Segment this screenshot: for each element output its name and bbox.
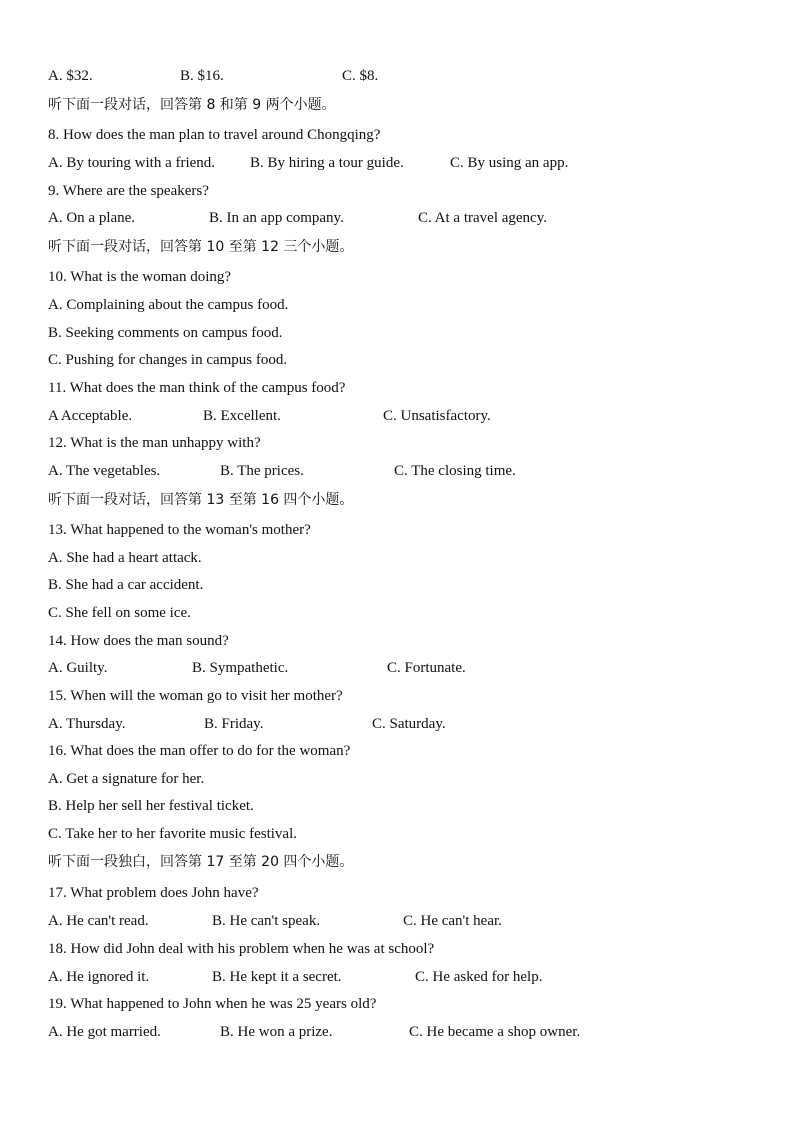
answer-option: A. Get a signature for her. <box>48 771 205 787</box>
answer-option: B. She had a car accident. <box>48 577 204 593</box>
option-b: B. Excellent. <box>203 408 281 424</box>
option-b: B. $16. <box>180 68 224 84</box>
option-c: C. He became a shop owner. <box>409 1024 581 1040</box>
question-text: 15. When will the woman go to visit her mother? <box>48 688 343 704</box>
question-text: 17. What problem does John have? <box>48 885 259 901</box>
option-c: C. He asked for help. <box>415 969 543 985</box>
answer-option: A. Complaining about the campus food. <box>48 297 289 313</box>
option-c: C. Saturday. <box>372 716 446 732</box>
option-a: A. By touring with a friend. <box>48 155 216 171</box>
question-text: 8. How does the man plan to travel around Chongqing? <box>48 127 381 143</box>
option-a: A. He can't read. <box>48 913 149 929</box>
question-text: 14. How does the man sound? <box>48 633 229 649</box>
option-a: A. The vegetables. <box>48 463 161 479</box>
option-b: B. In an app company. <box>209 210 344 226</box>
option-a: A. On a plane. <box>48 210 136 226</box>
question-text: 11. What does the man think of the campus food? <box>48 380 346 396</box>
question-text: 18. How did John deal with his problem when he was at school? <box>48 941 435 957</box>
option-b: B. He can't speak. <box>212 913 321 929</box>
option-c: C. At a travel agency. <box>418 210 547 226</box>
option-b: B. The prices. <box>220 463 304 479</box>
option-a: A. Thursday. <box>48 716 126 732</box>
answer-option: A. She had a heart attack. <box>48 550 202 566</box>
option-c: C. The closing time. <box>394 463 516 479</box>
option-b: B. Friday. <box>204 716 264 732</box>
question-text: 9. Where are the speakers? <box>48 183 209 199</box>
option-c: C. Fortunate. <box>387 660 466 676</box>
answer-option: C. Pushing for changes in campus food. <box>48 352 288 368</box>
option-c: C. Unsatisfactory. <box>383 408 491 424</box>
section-instruction: 听下面一段对话，回答第 10 至第 12 三个小题。 <box>48 239 354 255</box>
question-text: 10. What is the woman doing? <box>48 269 232 285</box>
option-a: A Acceptable. <box>48 408 133 424</box>
option-b: B. Sympathetic. <box>192 660 289 676</box>
question-text: 16. What does the man offer to do for the woman? <box>48 743 351 759</box>
option-a: A. He ignored it. <box>48 969 150 985</box>
section-instruction: 听下面一段对话，回答第 13 至第 16 四个小题。 <box>48 492 354 508</box>
option-b: B. By hiring a tour guide. <box>250 155 404 171</box>
option-c: C. By using an app. <box>450 155 569 171</box>
option-b: B. He kept it a secret. <box>212 969 342 985</box>
option-a: A. Guilty. <box>48 660 108 676</box>
question-text: 12. What is the man unhappy with? <box>48 435 261 451</box>
question-text: 19. What happened to John when he was 25 years old? <box>48 996 377 1012</box>
section-instruction: 听下面一段对话，回答第 8 和第 9 两个小题。 <box>48 97 336 113</box>
answer-option: C. Take her to her favorite music festival. <box>48 826 298 842</box>
option-c: C. He can't hear. <box>403 913 502 929</box>
answer-option: B. Help her sell her festival ticket. <box>48 798 254 814</box>
option-b: B. He won a prize. <box>220 1024 333 1040</box>
answer-option: B. Seeking comments on campus food. <box>48 325 283 341</box>
option-a: A. He got married. <box>48 1024 161 1040</box>
section-instruction: 听下面一段独白，回答第 17 至第 20 四个小题。 <box>48 854 354 870</box>
option-a: A. $32. <box>48 68 93 84</box>
answer-option: C. She fell on some ice. <box>48 605 191 621</box>
option-c: C. $8. <box>342 68 379 84</box>
question-text: 13. What happened to the woman's mother? <box>48 522 311 538</box>
